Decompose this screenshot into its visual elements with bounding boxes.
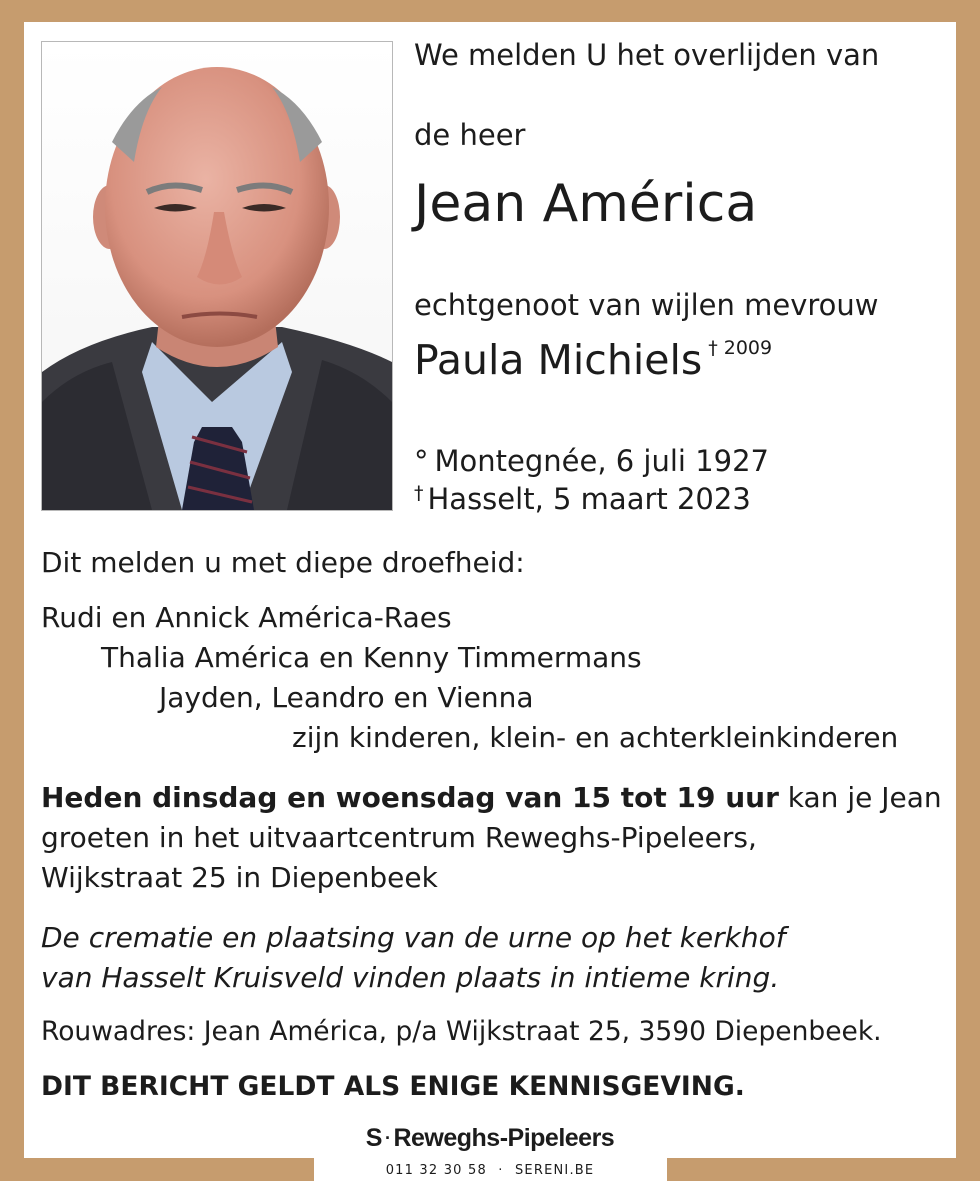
- visitation-line-1: [41, 781, 942, 814]
- family-line-relation: zijn kinderen, klein- en achterkleinkinderen: [292, 721, 899, 754]
- logo-dot: ·: [384, 1128, 391, 1148]
- spouse-death-year: 2009: [723, 337, 773, 359]
- visitation-hours: Heden dinsdag en woensdag van 15 tot 19 uur: [41, 781, 779, 814]
- family-line-greatgrandchildren: Jayden, Leandro en Vienna: [159, 681, 534, 714]
- mourning-address: Rouwadres: Jean América, p/a Wijkstraat 25, 3590 Diepenbeek.: [41, 1016, 882, 1047]
- notice: DIT BERICHT GELDT ALS ENIGE KENNISGEVING.: [41, 1071, 745, 1102]
- logo-mark: S: [365, 1124, 382, 1152]
- dagger-symbol: †: [708, 337, 718, 359]
- footer-bar-left: [24, 1158, 314, 1181]
- visitation-text: kan je Jean: [778, 781, 942, 814]
- phone-number: 011 32 30 58: [385, 1163, 487, 1178]
- funeral-home-contact: [300, 1163, 680, 1178]
- family-intro: Dit melden u met diepe droefheid:: [41, 546, 525, 579]
- website: SERENI.BE: [514, 1163, 595, 1178]
- funeral-home-logo: [300, 1124, 680, 1153]
- intro-line: We melden U het overlijden van: [414, 38, 880, 72]
- deceased-name: Jean América: [414, 174, 758, 234]
- family-line-grandchildren: Thalia América en Kenny Timmermans: [101, 641, 642, 674]
- visitation-line-3: Wijkstraat 25 in Diepenbeek: [41, 861, 438, 894]
- family-line-children: Rudi en Annick América-Raes: [41, 601, 452, 634]
- contact-separator: ·: [498, 1163, 504, 1178]
- death-info: Hasselt, 5 maart 2023: [427, 482, 751, 516]
- birth-info: Montegnée, 6 juli 1927: [434, 444, 770, 478]
- logo-name: Reweghs-Pipeleers: [393, 1124, 615, 1152]
- title-prefix: de heer: [414, 118, 526, 152]
- spouse-death: [708, 337, 772, 359]
- death-line: [414, 482, 751, 516]
- cremation-line-2: van Hasselt Kruisveld vinden plaats in intieme kring.: [41, 961, 780, 994]
- cremation-line-1: De crematie en plaatsing van de urne op het kerkhof: [41, 921, 786, 954]
- spouse-name: Paula Michiels: [414, 336, 703, 384]
- death-symbol: †: [414, 482, 424, 504]
- portrait-photo: [41, 41, 393, 511]
- spouse-intro: echtgenoot van wijlen mevrouw: [414, 288, 879, 322]
- birth-line: [414, 444, 769, 478]
- spouse-line: [414, 336, 772, 384]
- birth-symbol: °: [414, 444, 429, 478]
- footer-bar-right: [667, 1158, 980, 1181]
- visitation-line-2: groeten in het uitvaartcentrum Reweghs-Pipeleers,: [41, 821, 757, 854]
